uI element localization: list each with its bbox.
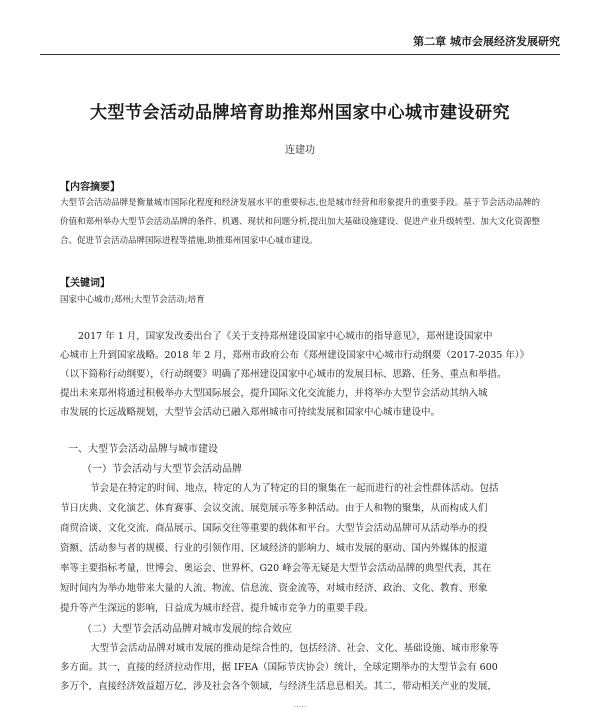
paragraph-line: 心城市上升到国家战略。2018 年 2 月，郑州市政府公布《郑州建设国家中心城市行动纲要（2017-2035 年）》 — [60, 350, 530, 361]
keywords-label: 【关键词】 — [60, 278, 110, 289]
paragraph-line: 资额、活动参与者的规模、行业的引领作用、区域经济的影响力、城市发展的驱动、国内外媒体的报道 — [60, 543, 488, 554]
paragraph-line: （以下简称行动纲要），《行动纲要》明确了郑州建设国家中心城市的发展目标、思路、任务、重点和举措。 — [60, 369, 507, 380]
article-title: 大型节会活动品牌培育助推郑州国家中心城市建设研究 — [90, 103, 510, 123]
paragraph-line: 市发展的长远战略规划，大型节会活动已融入郑州城市可持续发展和国家中心城市建设中。 — [60, 407, 441, 418]
page-footer-mark: ..... — [293, 700, 307, 709]
paragraph-line: 多万个，直接经济效益超万亿，涉及社会各个领域，与经济生活息息相关。其二，带动相关产业的发展， — [60, 681, 498, 692]
chapter-header: 第二章 城市会展经济发展研究 — [40, 30, 560, 55]
subsection-heading: （一）节会活动与大型节会活动品牌 — [82, 464, 242, 475]
paragraph-line: 节日庆典、文化演艺、体育赛事、会议交流、展览展示等多种活动。由于人和物的聚集，从而构成人们 — [60, 503, 488, 514]
paragraph-line: 大型节会活动品牌对城市发展的推动是综合性的，包括经济、社会、文化、基础设施、城市形象等 — [90, 643, 499, 654]
paragraph-line: 多方面。其一，直接的经济拉动作用，据 IFEA（国际节庆协会）统计，全球定期举办的大型节会有 600 — [60, 662, 498, 673]
keywords-text: 国家中心城市;郑州;大型节会活动;培育 — [60, 295, 205, 305]
paragraph-line: 节会是在特定的时间、地点，特定的人为了特定的目的聚集在一起而进行的社会性群体活动。包括 — [90, 483, 499, 494]
abstract-label: 【内容摘要】 — [60, 182, 120, 193]
paragraph-line: 商贸洽谈、文化交流、商品展示、国际交往等重要的载体和平台。大型节会活动品牌可从活动举办的投 — [60, 523, 488, 534]
paragraph-line: 短时间内为举办地带来大量的人流、物流、信息流、资金流等，对城市经济、政治、文化、教育、形象 — [60, 583, 488, 594]
paragraph-line: 提升等产生深远的影响，日益成为城市经营、提升城市竞争力的重要手段。 — [60, 603, 374, 614]
paragraph-line: 2017 年 1 月，国家发改委出台了《关于支持郑州建设国家中心城市的指导意见》，郑州建设国家中 — [78, 331, 493, 342]
section-heading: 一、大型节会活动品牌与城市建设 — [68, 444, 218, 455]
subsection-heading: （二）大型节会活动品牌对城市发展的综合效应 — [82, 624, 292, 635]
author-name: 连建功 — [285, 145, 315, 156]
abstract-text: 大型节会活动品牌是衡量城市国际化程度和经济发展水平的重要标志,也是城市经营和形象提升的重要手段。基于节会活动品牌的价值和郑州举办大型节会活动品牌的条件、机遇、现状和问题分析,提出加大基础设施建设、促进产业升级转型、加大文化资源整合、促进节会活动品牌国际进程等措施,助推郑州国家中心城市建设。 — [60, 198, 540, 246]
paragraph-line: 提出未来郑州将通过积极举办大型国际展会，提升国际文化交流能力，并将举办大型节会活动其纳入城 — [60, 388, 488, 399]
paragraph-line: 率等主要指标考量，世博会、奥运会、世界杯、G20 峰会等无疑是大型节会活动品牌的典型代表，其在 — [60, 563, 492, 574]
